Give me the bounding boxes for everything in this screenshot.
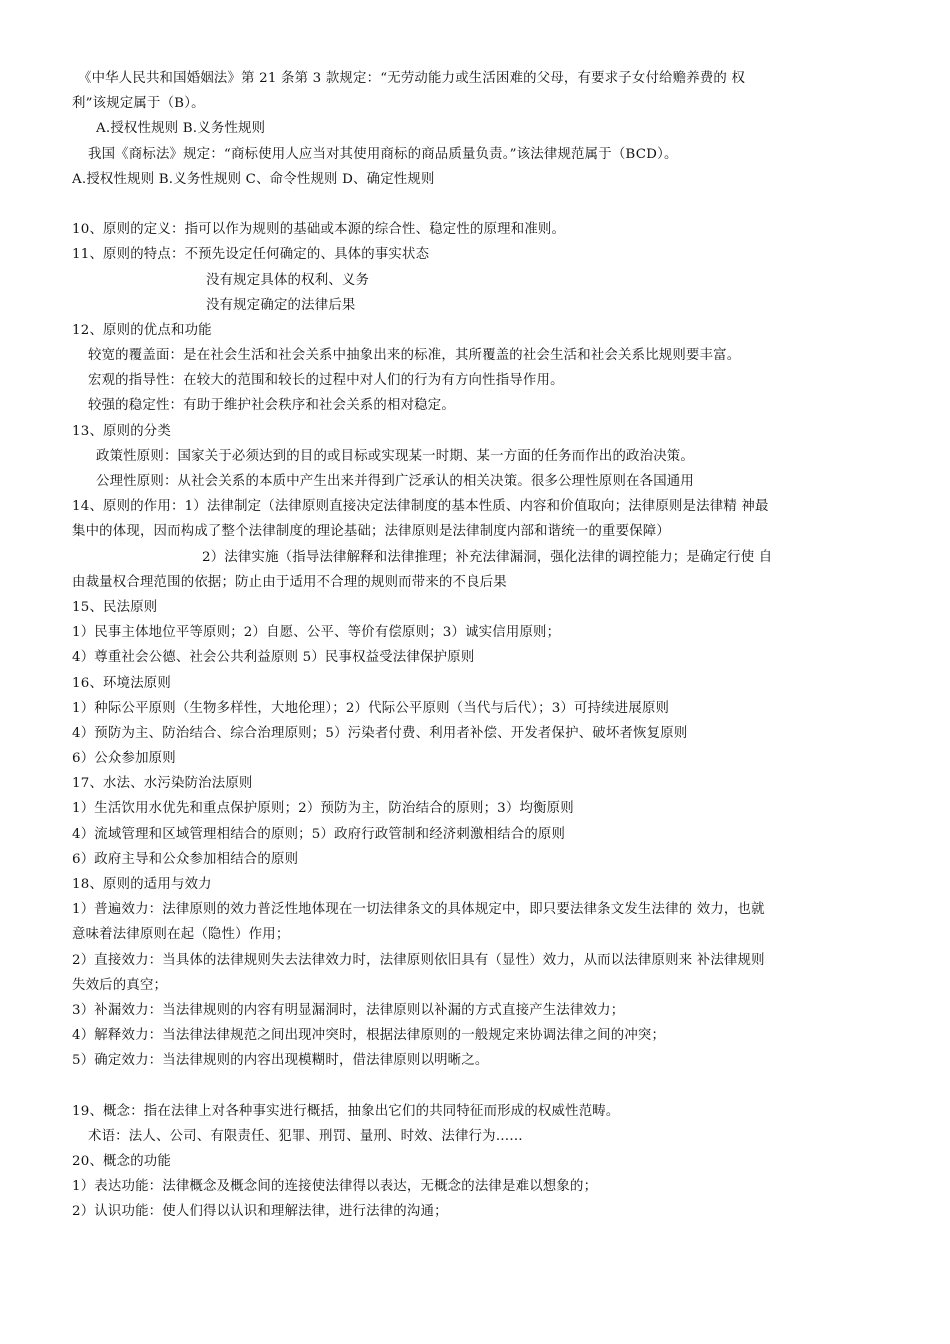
text-line: 5）确定效力：当法律规则的内容出现模糊时，借法律原则以明晰之。: [72, 1053, 489, 1069]
text-line: 1）民事主体地位平等原则；2）自愿、公平、等价有偿原则；3）诚实信用原则；: [72, 625, 561, 641]
text-line: 集中的体现，因而构成了整个法律制度的理论基础；法律原则是法律制度内部和谐统一的重要保障）: [72, 524, 670, 540]
text-line: 4）流域管理和区域管理相结合的原则；5）政府行政管制和经济刺激相结合的原则: [72, 826, 566, 842]
text-line: 宏观的指导性：在较大的范围和较长的过程中对人们的行为有方向性指导作用。: [88, 373, 564, 389]
text-line: 18、原则的适用与效力: [72, 877, 212, 892]
text-line: 1）普遍效力：法律原则的效力普泛性地体现在一切法律条文的具体规定中，即只要法律条文发生法律的 效力，也就: [72, 902, 765, 918]
text-line: 术语：法人、公司、有限责任、犯罪、刑罚、量刑、时效、法律行为……: [88, 1128, 523, 1144]
text-line: 12、原则的优点和功能: [72, 322, 212, 338]
text-line: 14、原则的作用：1）法律制定（法律原则直接决定法律制度的基本性质、内容和价值取向；法律原则是法律精 神最: [72, 499, 769, 515]
blank-line: [72, 192, 892, 217]
text-line: 公理性原则：从社会关系的本质中产生出来并得到广泛承认的相关决策。很多公理性原则在各国通用: [96, 474, 694, 489]
text-line: 《中华人民共和国婚姻法》第 21 条第 3 款规定：“无劳动能力或生活困难的父母，有要求子女付给赡养费的 权: [78, 71, 746, 86]
text-line: 10、原则的定义：指可以作为规则的基础或本源的综合性、稳定性的原理和准则。: [72, 222, 566, 238]
text-line: 1）表达功能：法律概念及概念间的连接使法律得以表达，无概念的法律是难以想象的；: [72, 1179, 598, 1195]
text-line: 2）认识功能：使人们得以认识和理解法律，进行法律的沟通；: [72, 1204, 448, 1220]
text-line: 15、民法原则: [72, 599, 158, 615]
blank-line: [72, 1074, 892, 1099]
text-line: 4）预防为主、防治结合、综合治理原则；5）污染者付费、利用者补偿、开发者保护、破坏者恢复原则: [72, 725, 688, 741]
text-line: 4）解释效力：当法律法律规范之间出现冲突时，根据法律原则的一般规定来协调法律之间的冲突；: [72, 1028, 666, 1044]
text-line: 3）补漏效力：当法律规则的内容有明显漏洞时，法律原则以补漏的方式直接产生法律效力；: [72, 1002, 625, 1018]
text-line: 1）种际公平原则（生物多样性，大地伦理）；2）代际公平原则（当代与后代）；3）可持续进展原则: [72, 700, 670, 716]
text-line: 2）法律实施（指导法律解释和法律推理；补充法律漏洞，强化法律的调控能力；是确定行使 自: [202, 549, 773, 565]
text-line: 20、概念的功能: [72, 1154, 171, 1170]
text-line: 政策性原则：国家关于必须达到的目的或目标或实现某一时期、某一方面的任务而作出的政治决策。: [96, 448, 694, 464]
text-line: 我国《商标法》规定：“商标使用人应当对其使用商标的商品质量负责。”该法律规范属于（BCD）。: [88, 146, 678, 162]
text-line: 6）公众参加原则: [72, 751, 176, 767]
text-line: 17、水法、水污染防治法原则: [72, 776, 253, 792]
text-line: 没有规定确定的法律后果: [206, 297, 356, 313]
text-line: 16、环境法原则: [72, 675, 171, 691]
text-line: 6）政府主导和公众参加相结合的原则: [72, 851, 299, 867]
text-line: 1）生活饮用水优先和重点保护原则；2）预防为主，防治结合的原则；3）均衡原则: [72, 801, 574, 817]
text-line: 19、概念：指在法律上对各种事实进行概括，抽象出它们的共同特征而形成的权威性范畴。: [72, 1103, 620, 1119]
text-line: 意味着法律原则在起（隐性）作用；: [72, 927, 290, 943]
text-line: 较强的稳定性：有助于维护社会秩序和社会关系的相对稳定。: [88, 398, 455, 414]
text-line: A.授权性规则 B.义务性规则 C、命令性规则 D、确定性规则: [72, 171, 435, 187]
text-line: 4）尊重社会公德、社会公共利益原则 5）民事权益受法律保护原则: [72, 650, 475, 666]
text-line: 由裁量权合理范围的依据；防止由于适用不合理的规则而带来的不良后果: [72, 574, 507, 590]
text-line: 没有规定具体的权利、义务: [206, 272, 370, 288]
text-line: 2）直接效力：当具体的法律规则失去法律效力时，法律原则依旧具有（显性）效力，从而以法律原则来 补法律规则: [72, 952, 765, 968]
text-line: 利”该规定属于（B）。: [72, 96, 205, 112]
text-line: 失效后的真空；: [72, 977, 168, 993]
document-body: [72, 66, 892, 1225]
text-line: 较宽的覆盖面：是在社会生活和社会关系中抽象出来的标准，其所覆盖的社会生活和社会关系比规则要丰富。: [88, 348, 741, 364]
text-line: 11、原则的特点：不预先设定任何确定的、具体的事实状态: [72, 247, 430, 263]
text-line: A.授权性规则 B.义务性规则: [96, 121, 266, 137]
text-line: 13、原则的分类: [72, 423, 171, 439]
